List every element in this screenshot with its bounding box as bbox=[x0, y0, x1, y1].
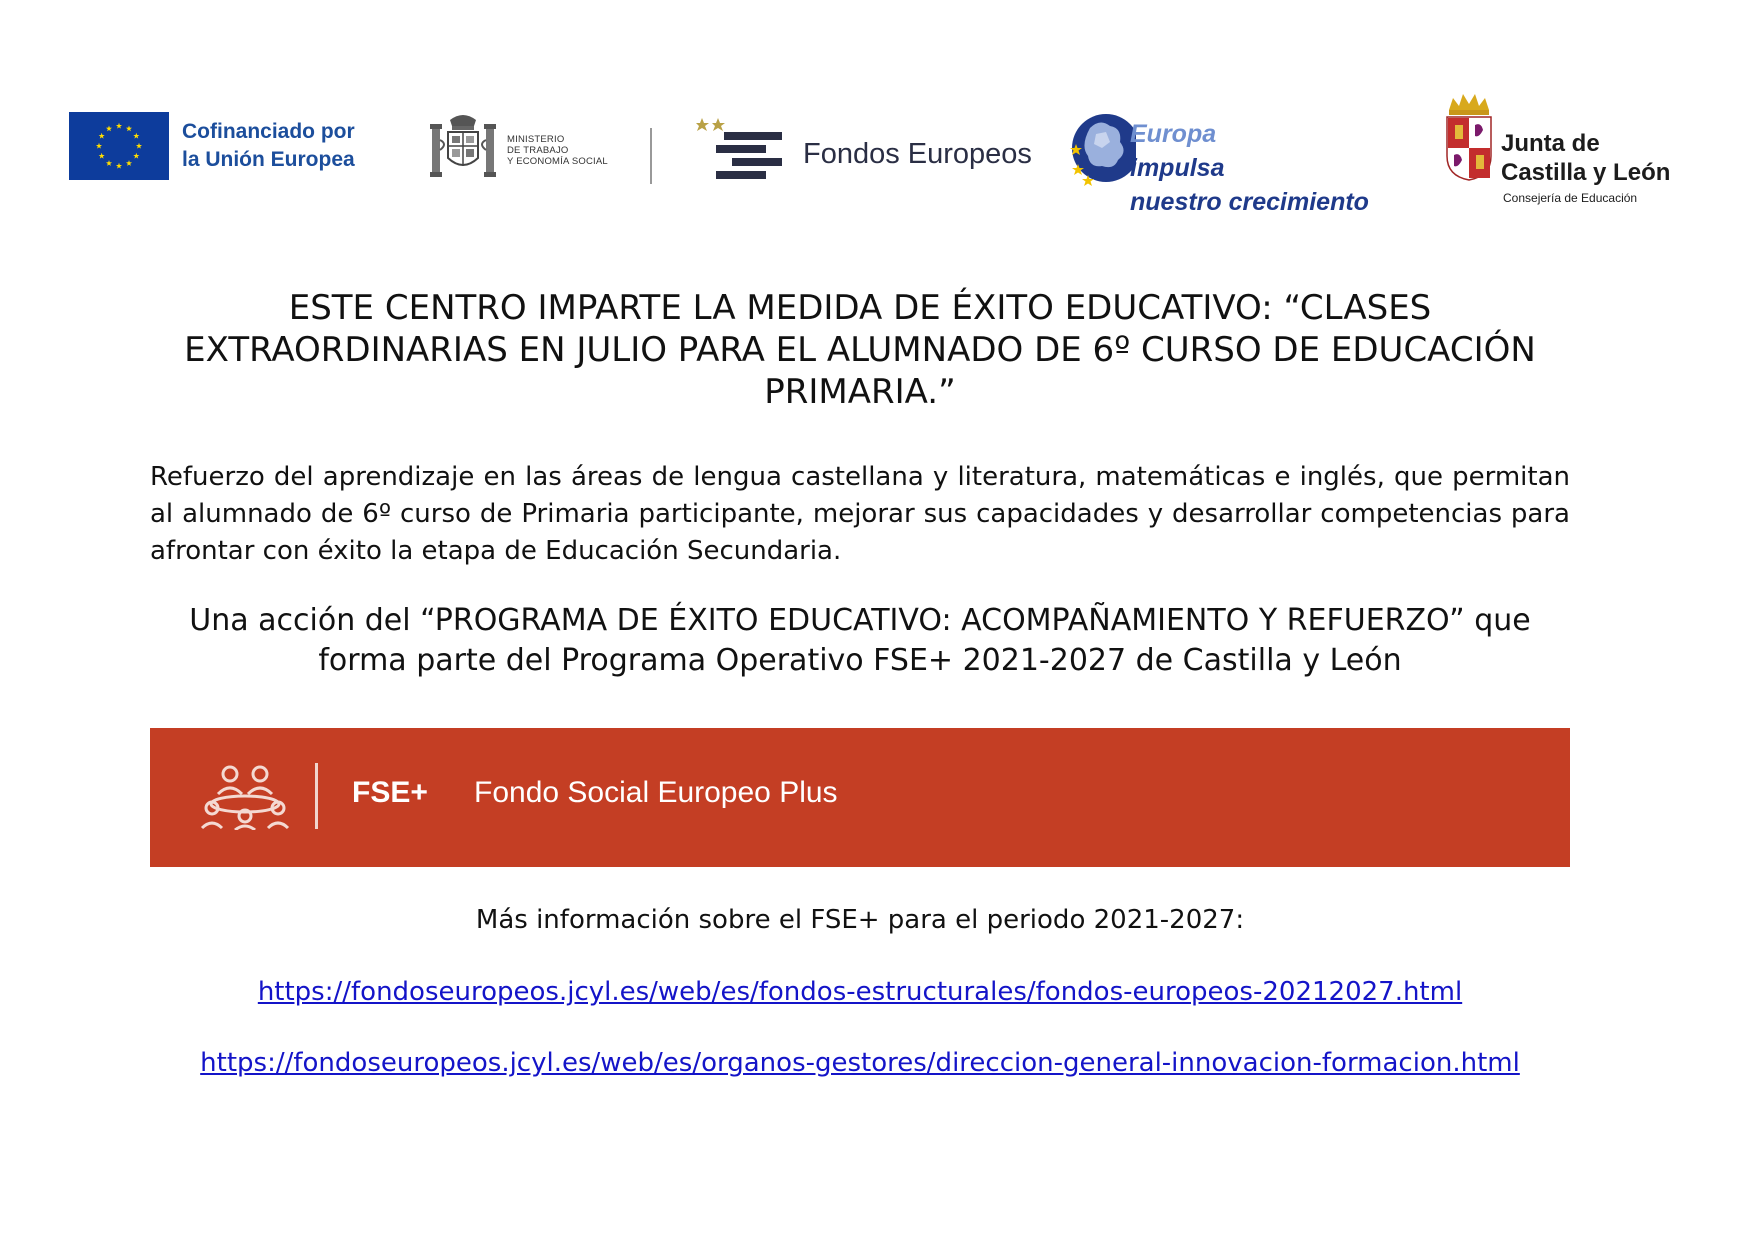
castilla-leon-shield-icon bbox=[1443, 92, 1495, 182]
europa-impulsa-line-2: nuestro crecimiento bbox=[1130, 188, 1369, 216]
ministerio-line-2: DE TRABAJO bbox=[507, 145, 569, 156]
programme-statement: Una acción del “PROGRAMA DE ÉXITO EDUCATIVO: ACOMPAÑAMIENTO Y REFUERZO” que forma parte del Programa Operativo FSE+ 2021-2027 de Castilla y León bbox=[189, 603, 1531, 678]
direccion-general-link[interactable]: https://fondoseuropeos.jcyl.es/web/es/organos-gestores/direccion-general-innovacion-formacion.html bbox=[200, 1048, 1520, 1078]
europa-impulsa-text bbox=[1130, 117, 1369, 219]
fondos-europeos-logo bbox=[696, 118, 1041, 188]
more-info-text: Más información sobre el FSE+ para el periodo 2021-2027: bbox=[475, 905, 1245, 935]
junta-line-2: Castilla y León bbox=[1501, 159, 1671, 186]
logo-bar bbox=[0, 0, 1755, 230]
eu-flag-icon bbox=[69, 112, 169, 180]
junta-castilla-leon-logo bbox=[1443, 92, 1713, 204]
ministerio-line-3: Y ECONOMÍA SOCIAL bbox=[507, 156, 608, 167]
junta-text bbox=[1501, 129, 1670, 206]
ministerio-logo bbox=[428, 108, 658, 188]
eu-logo bbox=[69, 112, 379, 180]
europa-word: Europa bbox=[1130, 120, 1217, 148]
europa-impulsa-line-1 bbox=[1130, 117, 1369, 185]
fondos-europeos-link[interactable]: https://fondoseuropeos.jcyl.es/web/es/fondos-estructurales/fondos-europeos-20212027.html bbox=[257, 977, 1463, 1007]
fse-plus-banner bbox=[150, 728, 1570, 867]
europa-impulsa-logo bbox=[1070, 106, 1400, 216]
fondo-social-europeo-label: Fondo Social Europeo Plus bbox=[474, 776, 838, 809]
consejeria-educacion-text: Consejería de Educación bbox=[1503, 191, 1638, 205]
fondos-europeos-stripes-icon bbox=[696, 118, 786, 184]
eu-logo-text bbox=[182, 118, 382, 174]
page-title: ESTE CENTRO IMPARTE LA MEDIDA DE ÉXITO EDUCATIVO: “CLASES EXTRAORDINARIAS EN JULIO PARA EL ALUMNADO DE 6º CURSO DE EDUCACIÓN PRIMARIA.” bbox=[184, 288, 1536, 412]
ministerio-line-1: MINISTERIO bbox=[507, 134, 565, 145]
banner-divider bbox=[315, 763, 318, 829]
impulsa-word: impulsa bbox=[1130, 154, 1225, 182]
ministerio-text bbox=[507, 134, 608, 167]
people-meeting-icon bbox=[200, 764, 290, 830]
fse-plus-label: FSE+ bbox=[352, 776, 428, 809]
description-paragraph: Refuerzo del aprendizaje en las áreas de lengua castellana y literatura, matemáticas e inglés, que permitan al alumnado de 6º curso de Primaria participante, mejorar sus capacidades y desarrollar competencias para afrontar con éxito la etapa de Educación Secundaria. bbox=[150, 462, 1570, 566]
spain-coat-of-arms-icon bbox=[428, 110, 498, 184]
ministerio-divider bbox=[650, 128, 652, 184]
eu-logo-line-1: Cofinanciado por bbox=[182, 120, 355, 143]
eu-logo-line-2: la Unión Europea bbox=[182, 148, 355, 171]
junta-line-1: Junta de bbox=[1501, 130, 1600, 157]
europe-globe-icon bbox=[1070, 108, 1136, 186]
fondos-europeos-text: Fondos Europeos bbox=[803, 138, 1032, 170]
